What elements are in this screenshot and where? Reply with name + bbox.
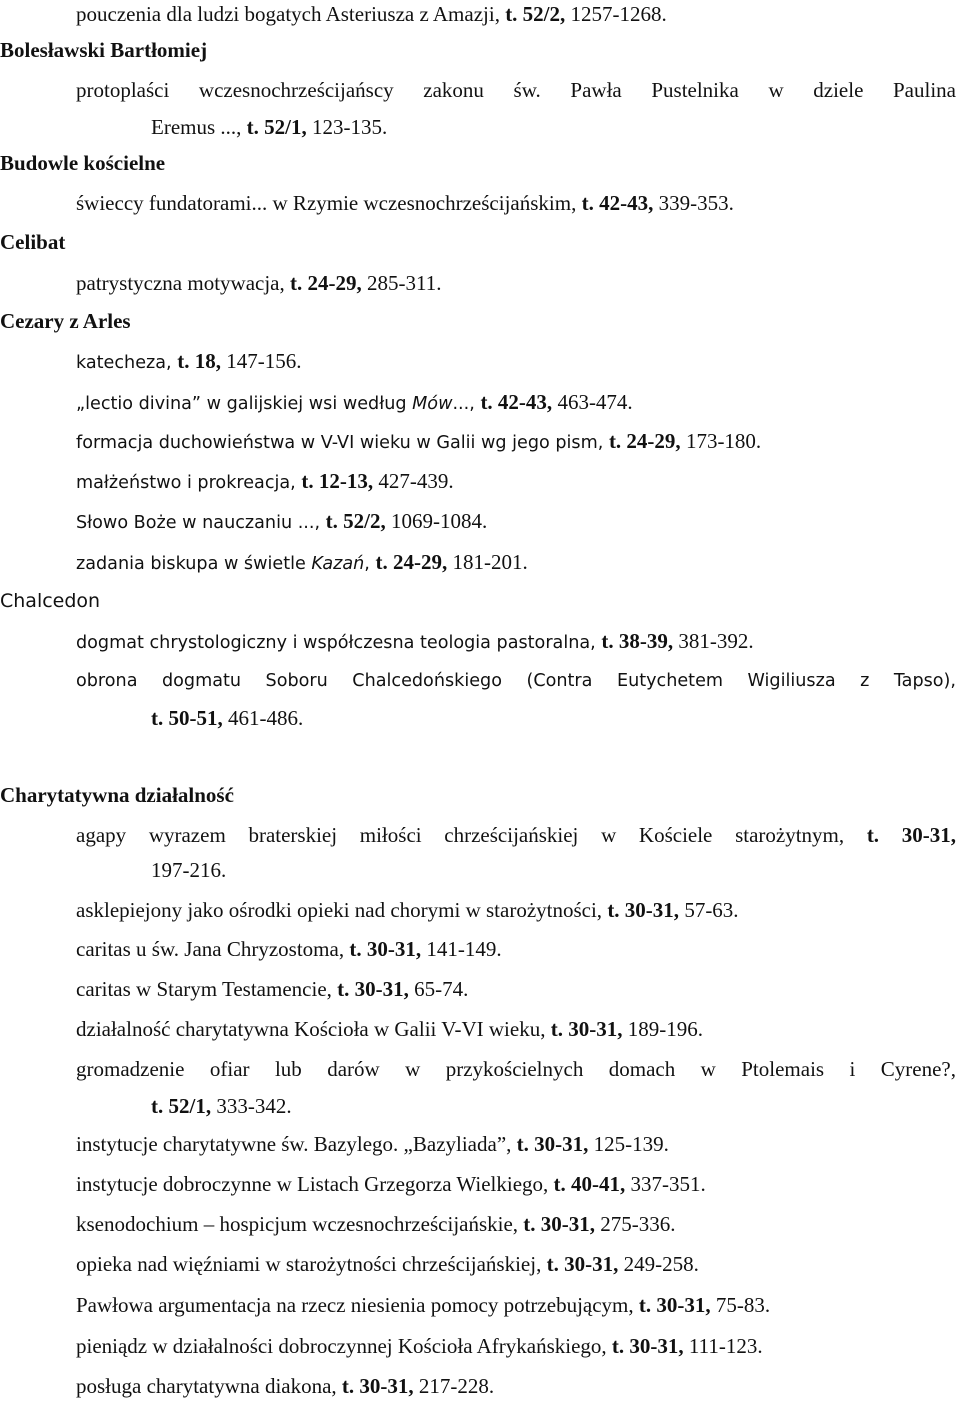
index-entry: gromadzenie ofiar lub darów w przykościelnych domach w Ptolemais i Cyrene?, <box>76 1057 956 1081</box>
volume: t. 52/1, <box>246 115 307 139</box>
index-heading: Chalcedon <box>0 590 101 612</box>
volume: t. 30-31, <box>611 1334 684 1358</box>
entry-title-rest: ..., <box>452 394 481 414</box>
entry-title-italic: Kazań <box>311 554 365 574</box>
volume: t. 30-31, <box>523 1212 596 1236</box>
pages: 463-474. <box>552 390 633 414</box>
pages: 217-228. <box>413 1374 495 1398</box>
volume: t. 24-29, <box>290 271 362 295</box>
index-entry <box>76 936 502 962</box>
pages: 427-439. <box>373 469 454 493</box>
entry-title: małżeństwo i prokreacja, <box>76 473 302 493</box>
volume: t. 30-31, <box>337 977 409 1001</box>
index-entry <box>76 270 441 296</box>
index-heading: Celibat <box>0 230 66 254</box>
pages: 111-123. <box>683 1334 763 1358</box>
index-entry <box>76 1 667 27</box>
index-entry <box>76 428 761 456</box>
pages: 381-392. <box>673 629 754 653</box>
index-entry <box>76 549 528 577</box>
pages: 337-351. <box>625 1172 706 1196</box>
index-entry: obrona dogmatu Soboru Chalcedońskiego (Contra Eutychetem Wigiliusza z Tapso), <box>76 671 956 691</box>
entry-title: Pawłowa argumentacja na rzecz niesienia pomocy potrzebującym, <box>76 1293 639 1317</box>
index-entry <box>76 190 734 216</box>
index-entry <box>76 1251 699 1277</box>
index-entry <box>76 1292 770 1318</box>
index-entry-continuation <box>151 1093 292 1119</box>
volume: t. 52/2, <box>505 2 566 26</box>
entry-title: „lectio divina” w galijskiej wsi według <box>76 394 413 414</box>
volume: t. 52/1, <box>151 1094 212 1118</box>
volume: t. 40-41, <box>553 1172 626 1196</box>
pages: 173-180. <box>680 429 762 453</box>
entry-title: instytucje charytatywne św. Bazylego. „Bazyliada”, <box>76 1132 517 1156</box>
index-entry <box>76 1211 676 1237</box>
pages: 461-486. <box>222 706 304 730</box>
pages: 141-149. <box>421 937 502 961</box>
pages: 1257-1268. <box>565 2 667 26</box>
index-entry <box>76 1016 703 1042</box>
volume: t. 30-31, <box>866 823 956 847</box>
index-entry-continuation <box>151 114 387 140</box>
pages: 123-135. <box>306 115 388 139</box>
entry-title: działalność charytatywna Kościoła w Galii V-VI wieku, <box>76 1017 551 1041</box>
index-heading: Charytatywna działalność <box>0 783 234 807</box>
index-heading: Bolesławski Bartłomiej <box>0 38 208 62</box>
entry-title: pouczenia dla ludzi bogatych Asteriusza z Amazji, <box>76 2 506 26</box>
entry-title: ksenodochium – hospicjum wczesnochrześcijańskie, <box>76 1212 524 1236</box>
volume: t. 38-39, <box>601 629 674 653</box>
pages: 65-74. <box>408 977 469 1001</box>
entry-title: posługa charytatywna diakona, <box>76 1374 342 1398</box>
index-entry <box>76 1373 494 1399</box>
index-entry-continuation: 197-216. <box>151 858 227 882</box>
volume: t. 30-31, <box>638 1293 711 1317</box>
pages: 57-63. <box>679 898 739 922</box>
index-entry <box>76 628 754 656</box>
entry-title: asklepiejony jako ośrodki opieki nad chorymi w starożytności, <box>76 898 608 922</box>
entry-title: opieka nad więźniami w starożytności chrześcijańskiej, <box>76 1252 547 1276</box>
entry-title: katecheza, <box>76 353 178 373</box>
entry-title: caritas w Starym Testamencie, <box>76 977 338 1001</box>
volume: t. 30-31, <box>550 1017 623 1041</box>
volume: t. 24-29, <box>375 550 448 574</box>
index-entry-continuation <box>151 705 303 731</box>
entry-title: patrystyczna motywacja, <box>76 271 290 295</box>
volume: t. 30-31, <box>546 1252 619 1276</box>
entry-title: caritas u św. Jana Chryzostoma, <box>76 937 350 961</box>
volume: t. 24-29, <box>608 429 681 453</box>
pages: 1069-1084. <box>385 509 488 533</box>
pages: 75-83. <box>710 1293 771 1317</box>
index-entry <box>76 1131 669 1157</box>
volume: t. 52/2, <box>325 509 386 533</box>
volume: t. 12-13, <box>301 469 374 493</box>
volume: t. 30-31, <box>607 898 680 922</box>
pages: 147-156. <box>220 349 302 373</box>
index-entry <box>76 468 454 496</box>
entry-title-rest: , <box>364 554 376 574</box>
index-entry <box>76 1171 706 1197</box>
entry-title: agapy wyrazem braterskiej miłości chrześcijańskiej w Kościele starożytnym, <box>76 823 867 847</box>
entry-title: Słowo Boże w nauczaniu ..., <box>76 513 326 533</box>
entry-title: formacja duchowieństwa w V-VI wieku w Galii wg jego pism, <box>76 433 609 453</box>
pages: 249-258. <box>618 1252 699 1276</box>
entry-title: świeccy fundatorami... w Rzymie wczesnochrześcijańskim, <box>76 191 582 215</box>
index-entry <box>76 348 301 376</box>
entry-title: zadania biskupa w świetle <box>76 554 312 574</box>
index-entry <box>76 897 739 923</box>
index-entry <box>76 822 956 848</box>
pages: 189-196. <box>622 1017 703 1041</box>
pages: 285-311. <box>361 271 442 295</box>
index-heading: Budowle kościelne <box>0 151 166 175</box>
index-entry <box>76 1333 763 1359</box>
pages: 125-139. <box>588 1132 669 1156</box>
entry-title: pieniądz w działalności dobroczynnej Kościoła Afrykańskiego, <box>76 1334 612 1358</box>
entry-title: dogmat chrystologiczny i współczesna teologia pastoralna, <box>76 633 602 653</box>
pages: 333-342. <box>211 1094 292 1118</box>
index-entry <box>76 389 633 417</box>
pages: 275-336. <box>595 1212 676 1236</box>
volume: t. 18, <box>177 349 221 373</box>
volume: t. 42-43, <box>480 390 553 414</box>
pages: 339-353. <box>653 191 734 215</box>
entry-title: instytucje dobroczynne w Listach Grzegorza Wielkiego, <box>76 1172 554 1196</box>
volume: t. 30-31, <box>341 1374 414 1398</box>
index-entry: protoplaści wczesnochrześcijańscy zakonu św. Pawła Pustelnika w dziele Paulina <box>76 78 956 102</box>
volume: t. 42-43, <box>581 191 654 215</box>
index-heading: Cezary z Arles <box>0 309 131 333</box>
index-entry <box>76 976 468 1002</box>
volume: t. 30-31, <box>516 1132 589 1156</box>
entry-title: Eremus ..., <box>151 115 247 139</box>
pages: 181-201. <box>447 550 528 574</box>
entry-title-italic: Mów <box>412 394 453 414</box>
index-entry <box>76 508 487 536</box>
volume: t. 30-31, <box>349 937 422 961</box>
volume: t. 50-51, <box>151 706 223 730</box>
